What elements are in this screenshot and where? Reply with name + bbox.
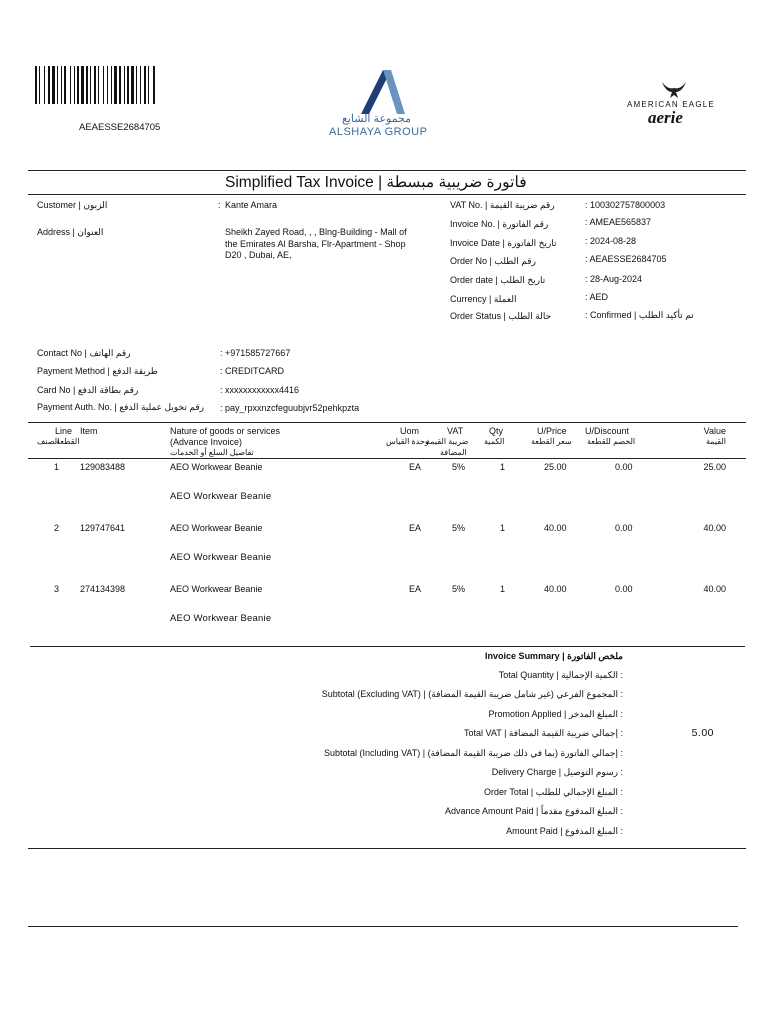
- row-uprice: 40.00: [544, 523, 567, 533]
- col-uprice-header: U/Price: [537, 426, 567, 436]
- row-uprice: 40.00: [544, 584, 567, 594]
- col-value-header-ar: القيمة: [705, 437, 726, 446]
- customer-name: Kante Amara: [225, 200, 278, 210]
- summary-row-label: Subtotal (Including VAT) | إجمالي الفاتورة (بما في ذلك ضريبة القيمة المضافة) :: [324, 748, 623, 758]
- row-udiscount: 0.00: [615, 584, 633, 594]
- alshaya-arabic-text: مجموعة الشايع: [342, 113, 412, 125]
- order-status-value: : Confirmed | تم تأكيد الطلب: [585, 310, 694, 320]
- customer-label: Customer | الزبون: [37, 200, 108, 210]
- col-udiscount-header: U/Discount: [585, 426, 630, 436]
- row-vat: 5%: [452, 462, 466, 472]
- currency-label: Currency | العملة: [450, 294, 517, 304]
- row-desc: AEO Workwear Beanie: [170, 462, 263, 472]
- row-item: 274134398: [80, 584, 126, 594]
- row-line: 1: [54, 462, 60, 472]
- row-udiscount: 0.00: [615, 462, 633, 472]
- row-desc-secondary: AEO Workwear Beanie: [170, 552, 272, 563]
- currency-value: : AED: [585, 292, 609, 302]
- row-line: 2: [54, 523, 60, 533]
- col-qty-header: Qty: [489, 426, 504, 436]
- col-value-header: Value: [703, 426, 726, 436]
- row-desc-secondary: AEO Workwear Beanie: [170, 491, 272, 502]
- row-value: 25.00: [703, 462, 726, 472]
- col-vat-header-ar: ضريبة القيمة: [426, 437, 469, 446]
- card-no-label: Card No | رقم بطاقة الدفع: [37, 385, 139, 395]
- col-nature-header-ar: تفاصيل السلع أو الخدمات: [170, 448, 254, 457]
- payment-auth-label: Payment Auth. No. | رقم تخويل عملية الدفع: [37, 402, 204, 412]
- order-no-label: Order No | رقم الطلب: [450, 256, 536, 266]
- row-line: 3: [54, 584, 60, 594]
- card-no-value: : xxxxxxxxxxxx4416: [220, 385, 300, 395]
- summary-title: Invoice Summary | ملخص الفاتورة: [485, 651, 623, 661]
- aerie-text: aerie: [648, 108, 683, 127]
- row-desc-secondary: AEO Workwear Beanie: [170, 613, 272, 624]
- vat-no-label: VAT No. | رقم ضريبة القيمة: [450, 200, 555, 210]
- col-uom-header: Uom: [400, 426, 420, 436]
- vat-no-value: : 100302757800003: [585, 200, 666, 210]
- invoice-no-label: Invoice No. | رقم الفاتورة: [450, 219, 549, 229]
- address-label: Address | العنوان: [37, 227, 104, 237]
- american-eagle-text: AMERICAN EAGLE: [627, 100, 715, 109]
- col-uom-header-ar: وحدة القياس: [386, 437, 429, 446]
- col-line-header: Line: [55, 426, 73, 436]
- row-vat: 5%: [452, 584, 466, 594]
- customer-separator: :: [218, 200, 221, 210]
- summary-row-label: Advance Amount Paid | المبلغ المدفوع مقدماً :: [444, 806, 623, 816]
- payment-auth-value: : pay_rpxxnzcfeguubjvr52pehkpzta: [220, 403, 360, 413]
- col-uprice-header-ar: سعر القطعة: [531, 437, 572, 446]
- row-desc: AEO Workwear Beanie: [170, 523, 263, 533]
- alshaya-logo-icon: [355, 70, 411, 114]
- summary-row-value: 5.00: [691, 727, 714, 739]
- address-line: D20 , Dubai, AE,: [225, 250, 292, 260]
- table-header-rule-bottom: [28, 458, 746, 459]
- footer-rule: [28, 926, 738, 927]
- summary-row-label: Promotion Applied | المبلغ المدخر :: [488, 709, 623, 719]
- row-item: 129083488: [80, 462, 126, 472]
- contact-label: Contact No | رقم الهاتف: [37, 348, 131, 358]
- title-rule-top: [28, 170, 746, 171]
- row-qty: 1: [500, 584, 506, 594]
- summary-bottom-rule: [28, 848, 746, 849]
- page-title: Simplified Tax Invoice | فاتورة ضريبية مبسطة: [225, 174, 527, 191]
- barcode-number: AEAESSE2684705: [79, 122, 161, 133]
- col-line-header-ar: القطعة: [56, 437, 80, 446]
- col-udiscount-header-ar: الخصم للقطعة: [587, 437, 636, 446]
- order-no-value: : AEAESSE2684705: [585, 254, 667, 264]
- invoice-date-label: Invoice Date | تاريخ الفاتورة: [450, 238, 557, 248]
- summary-row-label: Total VAT | إجمالي ضريبة القيمة المضافة :: [464, 728, 623, 738]
- eagle-icon: [660, 80, 688, 100]
- col-vat-header: VAT: [447, 426, 464, 436]
- contact-value: : +971585727667: [220, 348, 291, 358]
- payment-method-value: : CREDITCARD: [220, 366, 285, 376]
- table-header-rule-top: [28, 422, 746, 423]
- col-nature-header: Nature of goods or services: [170, 426, 281, 436]
- order-date-label: Order date | تاريخ الطلب: [450, 275, 546, 285]
- invoice-date-value: : 2024-08-28: [585, 236, 637, 246]
- alshaya-group-text: ALSHAYA GROUP: [329, 126, 428, 138]
- summary-row-label: Amount Paid | المبلغ المدفوع :: [506, 826, 623, 836]
- row-desc: AEO Workwear Beanie: [170, 584, 263, 594]
- col-item-header-ar: الصنف: [37, 437, 60, 446]
- invoice-no-value: : AMEAE565837: [585, 217, 652, 227]
- col-qty-header-ar: الكمية: [484, 437, 505, 446]
- table-bottom-rule: [30, 646, 745, 647]
- order-status-label: Order Status | حالة الطلب: [450, 311, 552, 321]
- address-line: Sheikh Zayed Road, , , Blng-Building - Mall of: [225, 227, 407, 237]
- row-qty: 1: [500, 523, 506, 533]
- summary-row-label: Subtotal (Excluding VAT) | المجموع الفرعي (غير شامل ضريبة القيمة المضافة) :: [321, 689, 623, 699]
- col-vat-header-ar2: المضافة: [440, 448, 467, 457]
- payment-method-label: Payment Method | طريقة الدفع: [37, 366, 158, 376]
- summary-row-label: Order Total | المبلغ الإجمالي للطلب :: [484, 787, 623, 797]
- row-vat: 5%: [452, 523, 466, 533]
- row-qty: 1: [500, 462, 506, 472]
- address-line: the Emirates Al Barsha, Flr-Apartment - Shop: [225, 239, 406, 249]
- summary-row-label: Total Quantity | الكمية الإجمالية :: [498, 670, 623, 680]
- row-udiscount: 0.00: [615, 523, 633, 533]
- row-uom: EA: [409, 584, 422, 594]
- row-uprice: 25.00: [544, 462, 567, 472]
- title-rule-bottom: [28, 194, 746, 195]
- row-value: 40.00: [703, 584, 726, 594]
- row-item: 129747641: [80, 523, 126, 533]
- col-nature-header-sub: (Advance Invoice): [170, 437, 243, 447]
- row-uom: EA: [409, 462, 422, 472]
- row-uom: EA: [409, 523, 422, 533]
- barcode-image: [35, 66, 211, 104]
- order-date-value: : 28-Aug-2024: [585, 274, 643, 284]
- summary-row-label: Delivery Charge | رسوم التوصيل :: [491, 767, 623, 777]
- col-item-header: Item: [80, 426, 98, 436]
- row-value: 40.00: [703, 523, 726, 533]
